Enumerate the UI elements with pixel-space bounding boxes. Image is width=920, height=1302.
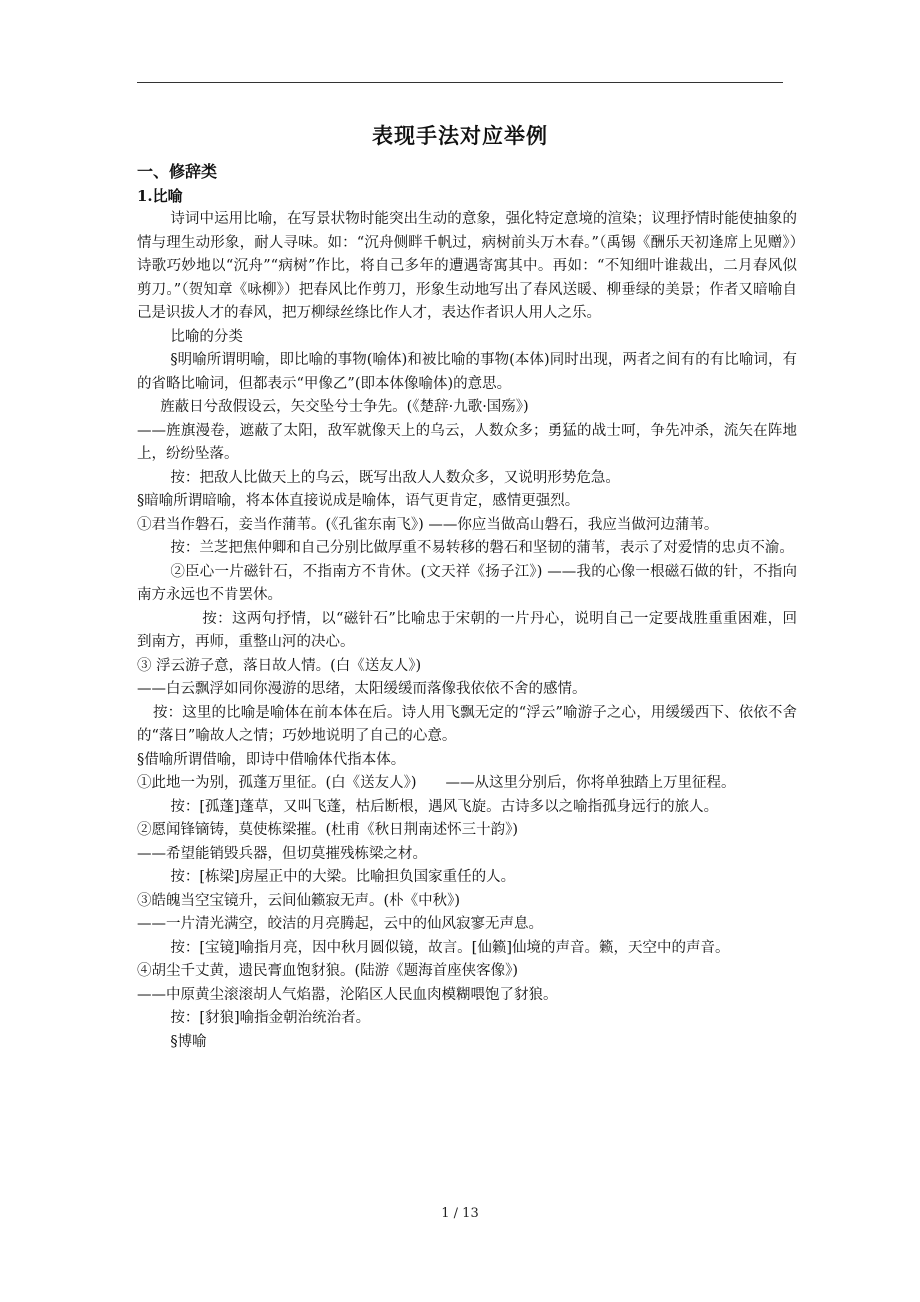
paragraph-note: 按：[孤蓬]蓬草，又叫飞蓬，枯后断根，遇风飞旋。古诗多以之喻指孤身远行的旅人。 [170,798,719,815]
paragraph-note: 按：这里的比喻是喻体在前本体在后。诗人用飞飘无定的“浮云”喻游子之心，用缓缓西下、依依不舍的“落日”喻故人之情；巧妙地说明了自己的心意。 [137,704,797,744]
paragraph-translation: ——一片清光满空，皎洁的月亮腾起，云中的仙风寂寥无声息。 [137,916,543,932]
paragraph-note: 按：把敌人比做天上的乌云，既写出敌人人数众多，又说明形势危急。 [170,469,620,486]
document-body [137,160,797,1054]
paragraph-quote: 旌蔽日兮敌假设云，矢交坠兮士争先。(《楚辞·九歌·国殇》) [160,399,529,415]
paragraph-note: 按：[宝镜]喻指月亮，因中秋月圆似镜，故言。[仙籁]仙境的声音。籁，天空中的声音。 [170,939,730,956]
paragraph-metaphor-definition: §暗喻所谓暗喻，将本体直接说成是喻体，语气更肯定，感情更强烈。 [137,493,580,509]
header-rule [137,82,783,83]
paragraph-translation: ——希望能销毁兵器，但切莫摧残栋梁之材。 [137,845,427,862]
paragraph-note: 按：[栋梁]房屋正中的大梁。比喻担负国家重任的人。 [170,869,516,885]
paragraph-note: 按：这两句抒情，以“磁针石”比喻忠于宋朝的一片丹心，说明自己一定要战胜重重困难，回到南方，再师，重整山河的决心。 [137,610,797,650]
paragraph-example: ③ 浮云游子意，落日故人情。(白《送友人》) [137,657,422,674]
paragraph-intro: 诗词中运用比喻，在写景状物时能突出生动的意象，强化特定意境的渲染；议理抒情时能使抽象的情与理生动形象，耐人寻味。如：“沉舟侧畔千帆过，病树前头万木春。”（禹锡《酬乐天初逢席上见赠》）诗歌巧妙地以“沉舟”“病树”作比，将自己多年的遭遇寄寓其中。再如：“不知细叶谁裁出，二月春风似剪刀。”（贺知章《咏柳》）把春风比作剪刀，形象生动地写出了春风送暖、柳垂绿的美景；作者又暗喻自己是识拔人才的春风，把万柳绿丝绦比作人才，表达作者识人用人之乐。 [137,211,797,321]
paragraph-example: ④胡尘千丈黄，遗民膏血饱豺狼。(陆游《题海首座侠客像》) [137,963,519,979]
section-heading: 一、修辞类 [137,162,218,181]
paragraph-note: 按：[豺狼]喻指金朝治统治者。 [170,1010,371,1026]
paragraph-translation: ——白云飘浮如同你漫游的思绪，太阳缓缓而落像我依依不舍的感情。 [137,681,587,697]
paragraph-translation: ——旌旗漫卷，遮蔽了太阳，敌军就像天上的乌云，人数众多；勇猛的战士呵，争先冲杀，流矢在阵地上，纷纷坠落。 [137,422,797,462]
paragraph-classification: 比喻的分类 [170,328,243,345]
document-title: 表现手法对应举例 [372,123,548,148]
paragraph-example: ①君当作磐石，妾当作蒲苇。(《孔雀东南飞》) ——你应当做高山磐石，我应当做河边蒲苇。 [137,516,719,533]
subsection-heading: 1.比喻 [137,187,183,205]
paragraph-simile-definition: §明喻所谓明喻，即比喻的事物(喻体)和被比喻的事物(本体)同时出现，两者之间有的有比喻词，有的省略比喻词，但都表示“甲像乙”(即本体像喻体)的意思。 [137,352,797,392]
paragraph-extended-metaphor: §博喻 [170,1033,207,1050]
paragraph-note: 按：兰芝把焦仲卿和自己分别比做厚重不易转移的磐石和坚韧的蒲苇，表示了对爱情的忠贞不渝。 [170,540,794,556]
paragraph-example: ①此地一为别，孤蓬万里征。(白《送友人》) ——从这里分别后，你将单独踏上万里征程。 [137,775,736,791]
paragraph-translation: ——中原黄尘滚滚胡人气焰嚣，沦陷区人民血肉模糊喂饱了豺狼。 [137,986,558,1003]
paragraph-borrowed-definition: §借喻所谓借喻，即诗中借喻体代指本体。 [137,751,406,768]
page-number: 1 / 13 [441,1206,479,1221]
paragraph-example: ②臣心一片磁针石，不指南方不肯休。(文天祥《扬子江》) ——我的心像一根磁石做的针，不指向南方永远也不肯罢休。 [137,563,797,603]
paragraph-example: ②愿闻锋镝铸，莫使栋梁摧。(杜甫《秋日荆南述怀三十韵》) [137,822,519,838]
paragraph-example: ③皓魄当空宝镜升，云间仙籁寂无声。(朴《中秋》) [137,892,461,909]
